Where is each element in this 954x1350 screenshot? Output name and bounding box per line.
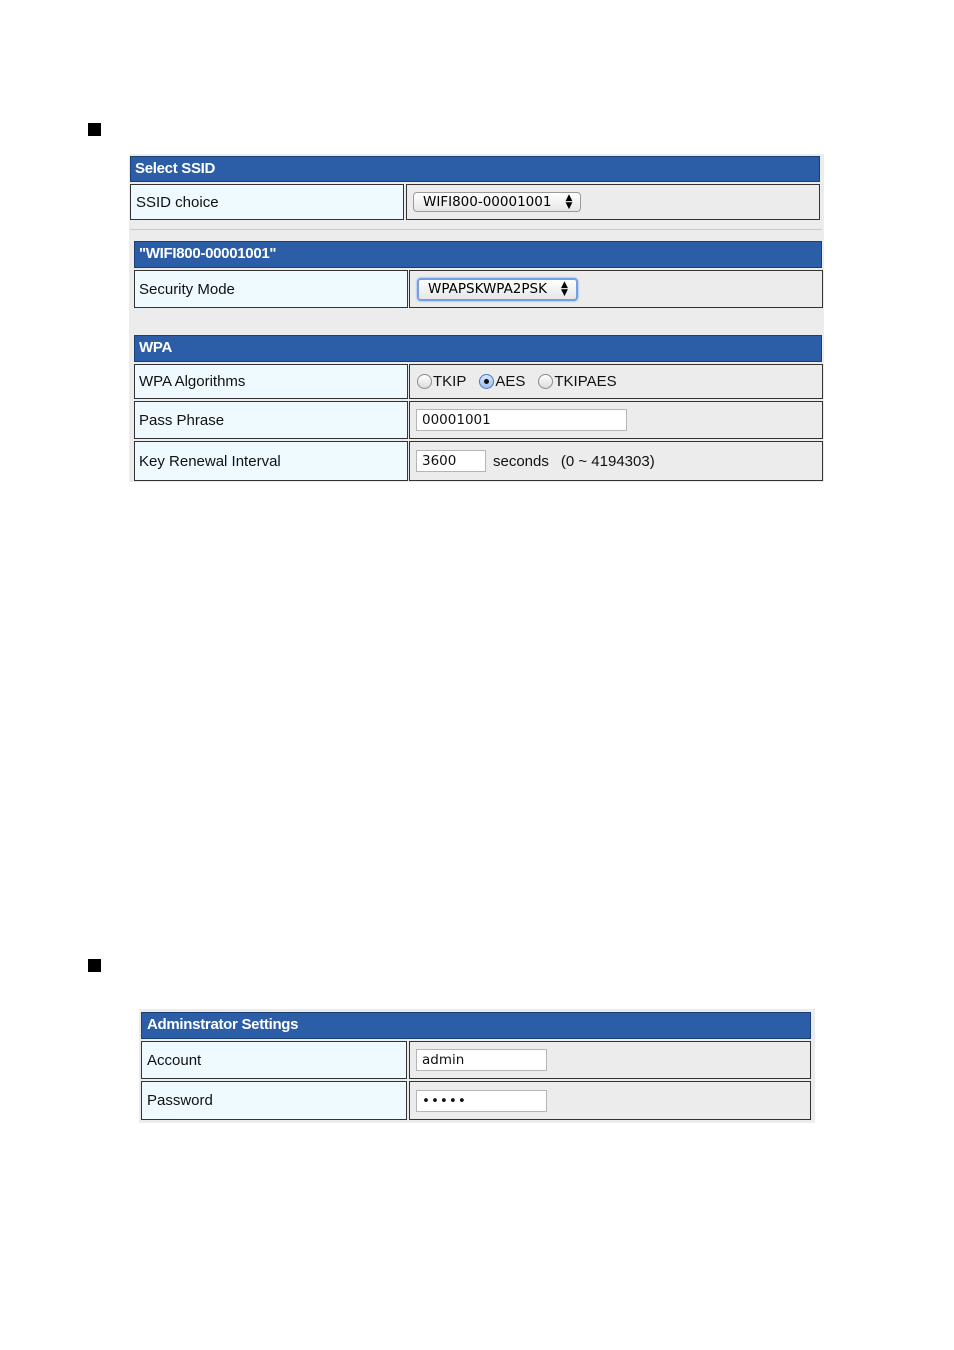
admin-settings-header: Adminstrator Settings bbox=[141, 1012, 811, 1039]
wpa-algorithms-cell bbox=[409, 364, 823, 399]
pass-phrase-cell bbox=[409, 401, 823, 439]
account-cell bbox=[409, 1041, 811, 1079]
account-input[interactable]: admin bbox=[416, 1049, 547, 1071]
wpa-algorithms-label: WPA Algorithms bbox=[134, 364, 408, 399]
ssid-choice-label: SSID choice bbox=[130, 184, 404, 220]
select-arrows-icon: ▲ ▼ bbox=[565, 193, 573, 211]
section-bullet-wireless bbox=[88, 123, 101, 136]
security-mode-select[interactable] bbox=[417, 278, 578, 301]
key-renewal-input[interactable]: 3600 bbox=[416, 450, 486, 472]
aes-radio[interactable] bbox=[479, 374, 494, 389]
divider bbox=[130, 229, 822, 230]
tkip-radio[interactable] bbox=[417, 374, 432, 389]
key-renewal-label: Key Renewal Interval bbox=[134, 441, 408, 481]
security-mode-label: Security Mode bbox=[134, 270, 408, 308]
tkipaes-radio[interactable] bbox=[538, 374, 553, 389]
wpa-header: WPA bbox=[134, 335, 822, 362]
admin-settings-panel bbox=[139, 1009, 815, 1123]
password-cell bbox=[409, 1081, 811, 1120]
ssid-choice-select[interactable] bbox=[413, 192, 581, 212]
radio-dot-icon bbox=[484, 379, 489, 384]
select-ssid-header: Select SSID bbox=[130, 156, 820, 182]
ssid-choice-selected: WIFI800-00001001 bbox=[423, 194, 552, 210]
ssid-choice-cell bbox=[406, 184, 820, 220]
aes-radio-label: AES bbox=[495, 373, 526, 390]
wpa-algorithm-aes-option[interactable] bbox=[479, 373, 525, 390]
pass-phrase-label: Pass Phrase bbox=[134, 401, 408, 439]
wpa-algorithm-tkipaes-option[interactable] bbox=[538, 373, 616, 390]
key-renewal-unit: seconds bbox=[493, 452, 549, 470]
security-mode-selected: WPAPSKWPA2PSK bbox=[428, 281, 547, 297]
security-mode-cell bbox=[409, 270, 823, 308]
wireless-security-panel bbox=[129, 154, 824, 482]
wpa-algorithm-tkip-option[interactable] bbox=[417, 373, 466, 390]
section-bullet-admin bbox=[88, 959, 101, 972]
password-input[interactable]: ••••• bbox=[416, 1090, 547, 1112]
ssid-name-header: "WIFI800-00001001" bbox=[134, 241, 822, 268]
tkipaes-radio-label: TKIPAES bbox=[554, 373, 617, 390]
account-label: Account bbox=[141, 1041, 407, 1079]
password-label: Password bbox=[141, 1081, 407, 1120]
select-arrows-icon: ▲ ▼ bbox=[560, 280, 568, 298]
key-renewal-cell bbox=[409, 441, 823, 481]
tkip-radio-label: TKIP bbox=[433, 373, 467, 390]
key-renewal-range: (0 ~ 4194303) bbox=[560, 452, 655, 470]
pass-phrase-input[interactable]: 00001001 bbox=[416, 409, 627, 431]
